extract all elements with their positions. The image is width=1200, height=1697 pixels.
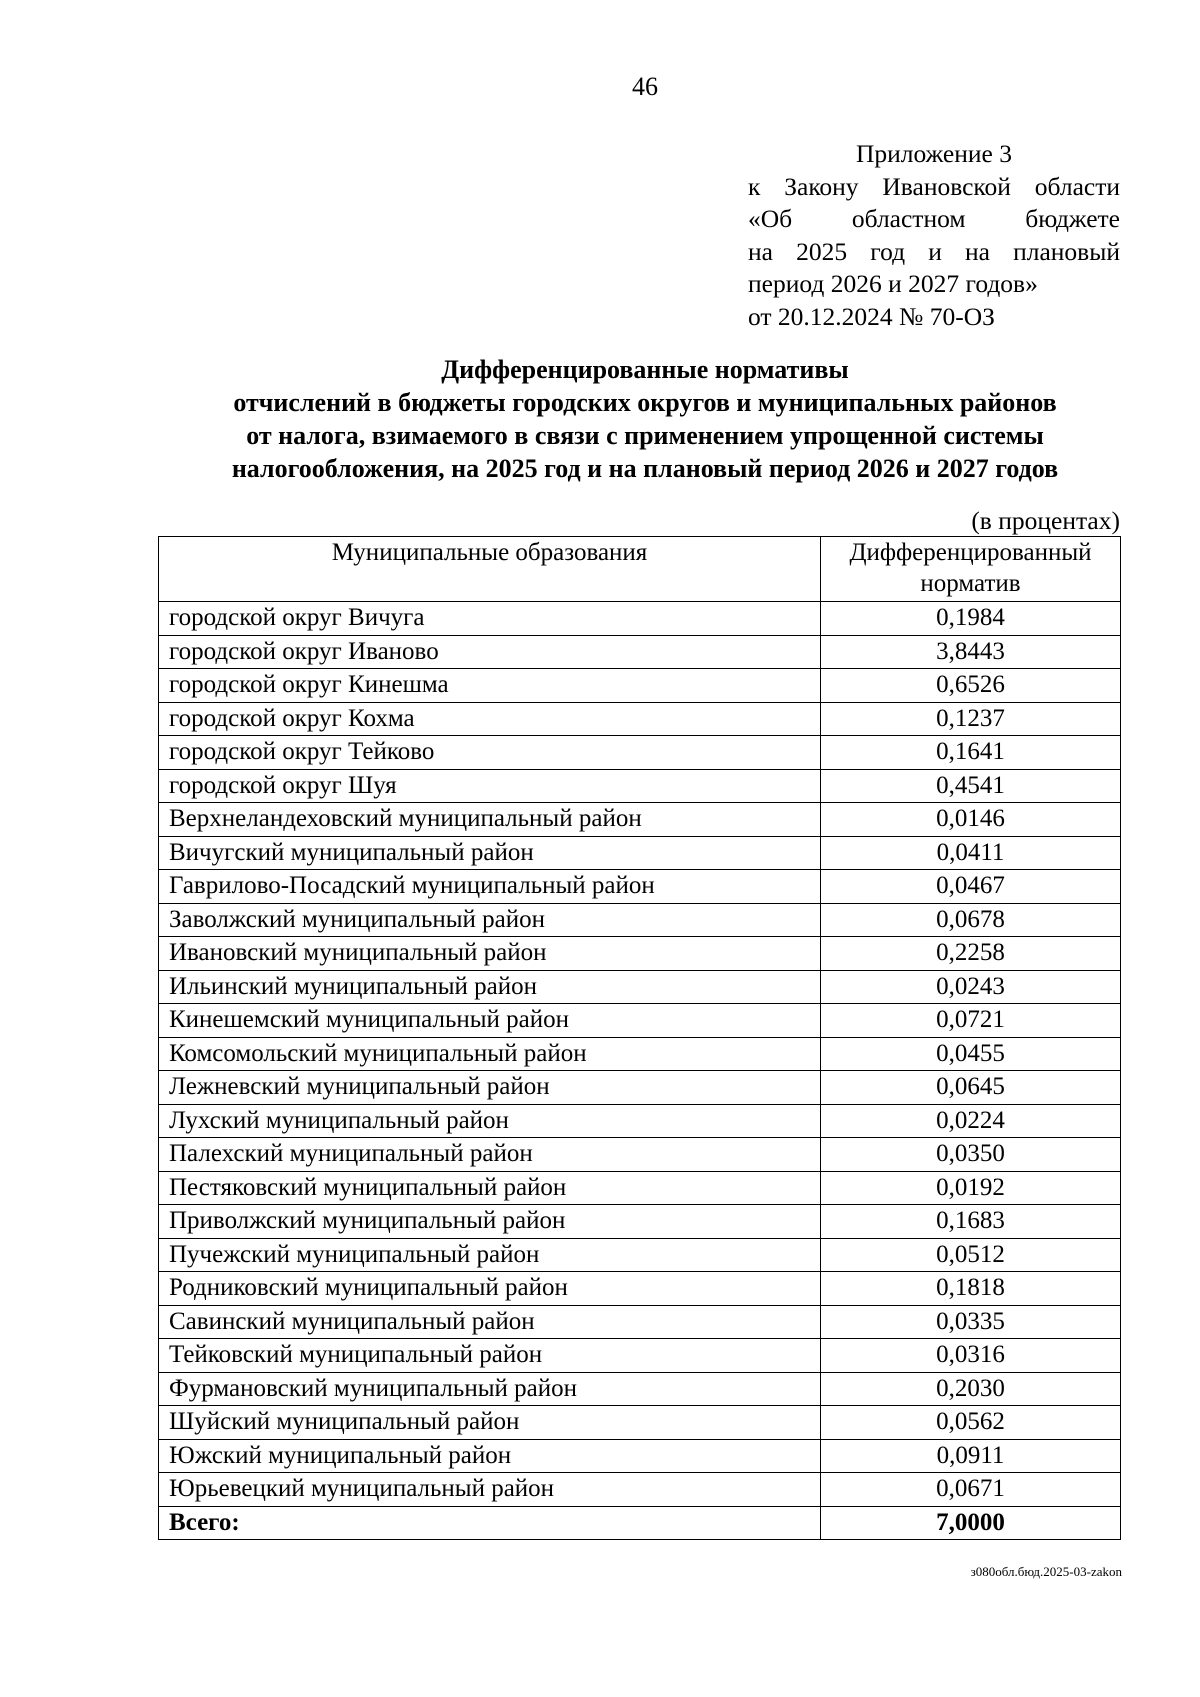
header-norm-line2: норматив (920, 570, 1021, 597)
table-row (159, 769, 1121, 803)
table-row (159, 669, 1121, 703)
municipality-name: Палехский муниципальный район (159, 1138, 821, 1172)
norm-value: 0,0467 (821, 870, 1121, 904)
norm-value: 0,0335 (821, 1305, 1121, 1339)
norm-value: 0,0678 (821, 903, 1121, 937)
appendix-line: период 2026 и 2027 годов» (748, 269, 1038, 298)
table-row (159, 970, 1121, 1004)
table-header-row (159, 537, 1121, 602)
municipality-name: Ильинский муниципальный район (159, 970, 821, 1004)
table-total-row (159, 1506, 1121, 1540)
norm-value: 0,0411 (821, 836, 1121, 870)
table-row (159, 1138, 1121, 1172)
norm-value: 3,8443 (821, 635, 1121, 669)
municipality-name: Пучежский муниципальный район (159, 1238, 821, 1272)
municipality-name: городской округ Кохма (159, 702, 821, 736)
table-row (159, 702, 1121, 736)
title-line: Дифференцированные нормативы (441, 355, 849, 384)
norm-value: 0,6526 (821, 669, 1121, 703)
norm-value: 0,0911 (821, 1439, 1121, 1473)
municipality-name: Тейковский муниципальный район (159, 1339, 821, 1373)
municipality-name: городской округ Шуя (159, 769, 821, 803)
norm-value: 0,0512 (821, 1238, 1121, 1272)
norm-value: 0,0350 (821, 1138, 1121, 1172)
appendix-line: к Закону Ивановской области (748, 171, 1120, 201)
norm-value: 0,0224 (821, 1104, 1121, 1138)
table-row (159, 1205, 1121, 1239)
document-title (150, 353, 1140, 485)
appendix-line: «Об областном бюджете (748, 204, 1120, 233)
table-row (159, 803, 1121, 837)
table-row (159, 1439, 1121, 1473)
table-row (159, 602, 1121, 636)
table-row (159, 1238, 1121, 1272)
title-line: от налога, взимаемого в связи с применением упрощенной системы (246, 421, 1044, 450)
table-row (159, 1037, 1121, 1071)
appendix-line: Приложение 3 (856, 139, 1012, 168)
norm-value: 0,1683 (821, 1205, 1121, 1239)
norm-value: 0,0455 (821, 1037, 1121, 1071)
norm-value: 0,0721 (821, 1004, 1121, 1038)
norm-value: 0,0316 (821, 1339, 1121, 1373)
table-row (159, 1339, 1121, 1373)
municipality-name: Шуйский муниципальный район (159, 1406, 821, 1440)
municipality-name: Вичугский муниципальный район (159, 836, 821, 870)
title-line: отчислений в бюджеты городских округов и муниципальных районов (233, 388, 1057, 417)
norm-value: 0,4541 (821, 769, 1121, 803)
norm-value: 0,1818 (821, 1272, 1121, 1306)
page-number: 46 (632, 72, 658, 101)
table-row (159, 870, 1121, 904)
table-row (159, 1473, 1121, 1507)
municipality-name: Лухский муниципальный район (159, 1104, 821, 1138)
norm-value: 0,2258 (821, 937, 1121, 971)
header-municipality: Муниципальные образования (159, 537, 821, 602)
appendix-line: от 20.12.2024 № 70-ОЗ (748, 301, 995, 331)
appendix-reference (748, 138, 1120, 333)
title-line: налогообложения, на 2025 год и на плановый период 2026 и 2027 годов (231, 454, 1059, 483)
municipality-name: Гаврилово-Посадский муниципальный район (159, 870, 821, 904)
table-row (159, 903, 1121, 937)
norm-value: 0,0671 (821, 1473, 1121, 1507)
table-row (159, 736, 1121, 770)
norms-table (158, 536, 1121, 1540)
municipality-name: Савинский муниципальный район (159, 1305, 821, 1339)
table-row (159, 1305, 1121, 1339)
table-row (159, 1104, 1121, 1138)
total-value: 7,0000 (821, 1506, 1121, 1540)
municipality-name: Юрьевецкий муниципальный район (159, 1473, 821, 1507)
total-label: Всего: (159, 1506, 821, 1540)
norm-value: 0,0146 (821, 803, 1121, 837)
table-row (159, 1272, 1121, 1306)
footer-code: з080обл.бюд.2025-03-zakon (970, 1564, 1122, 1579)
municipality-name: городской округ Иваново (159, 635, 821, 669)
norm-value: 0,1641 (821, 736, 1121, 770)
municipality-name: Южский муниципальный район (159, 1439, 821, 1473)
norm-value: 0,0562 (821, 1406, 1121, 1440)
table-row (159, 1372, 1121, 1406)
municipality-name: городской округ Тейково (159, 736, 821, 770)
municipality-name: Фурмановский муниципальный район (159, 1372, 821, 1406)
table-body (159, 602, 1121, 1540)
norm-value: 0,0243 (821, 970, 1121, 1004)
norm-value: 0,2030 (821, 1372, 1121, 1406)
norm-value: 0,0192 (821, 1171, 1121, 1205)
municipality-name: Приволжский муниципальный район (159, 1205, 821, 1239)
municipality-name: Комсомольский муниципальный район (159, 1037, 821, 1071)
table-row (159, 1406, 1121, 1440)
norm-value: 0,0645 (821, 1071, 1121, 1105)
table-row (159, 1171, 1121, 1205)
table-row (159, 937, 1121, 971)
appendix-line: на 2025 год и на плановый (748, 236, 1120, 266)
table-row (159, 1004, 1121, 1038)
header-norm-line1: Дифференцированный (849, 539, 1092, 566)
municipality-name: Пестяковский муниципальный район (159, 1171, 821, 1205)
norm-value: 0,1984 (821, 602, 1121, 636)
municipality-name: Верхнеландеховский муниципальный район (159, 803, 821, 837)
units-note: (в процентах) (971, 506, 1120, 535)
municipality-name: Заволжский муниципальный район (159, 903, 821, 937)
municipality-name: городской округ Вичуга (159, 602, 821, 636)
municipality-name: Лежневский муниципальный район (159, 1071, 821, 1105)
table-row (159, 836, 1121, 870)
municipality-name: городской округ Кинешма (159, 669, 821, 703)
norm-value: 0,1237 (821, 702, 1121, 736)
table-row (159, 635, 1121, 669)
table-row (159, 1071, 1121, 1105)
municipality-name: Ивановский муниципальный район (159, 937, 821, 971)
municipality-name: Родниковский муниципальный район (159, 1272, 821, 1306)
header-norm (821, 537, 1121, 602)
municipality-name: Кинешемский муниципальный район (159, 1004, 821, 1038)
